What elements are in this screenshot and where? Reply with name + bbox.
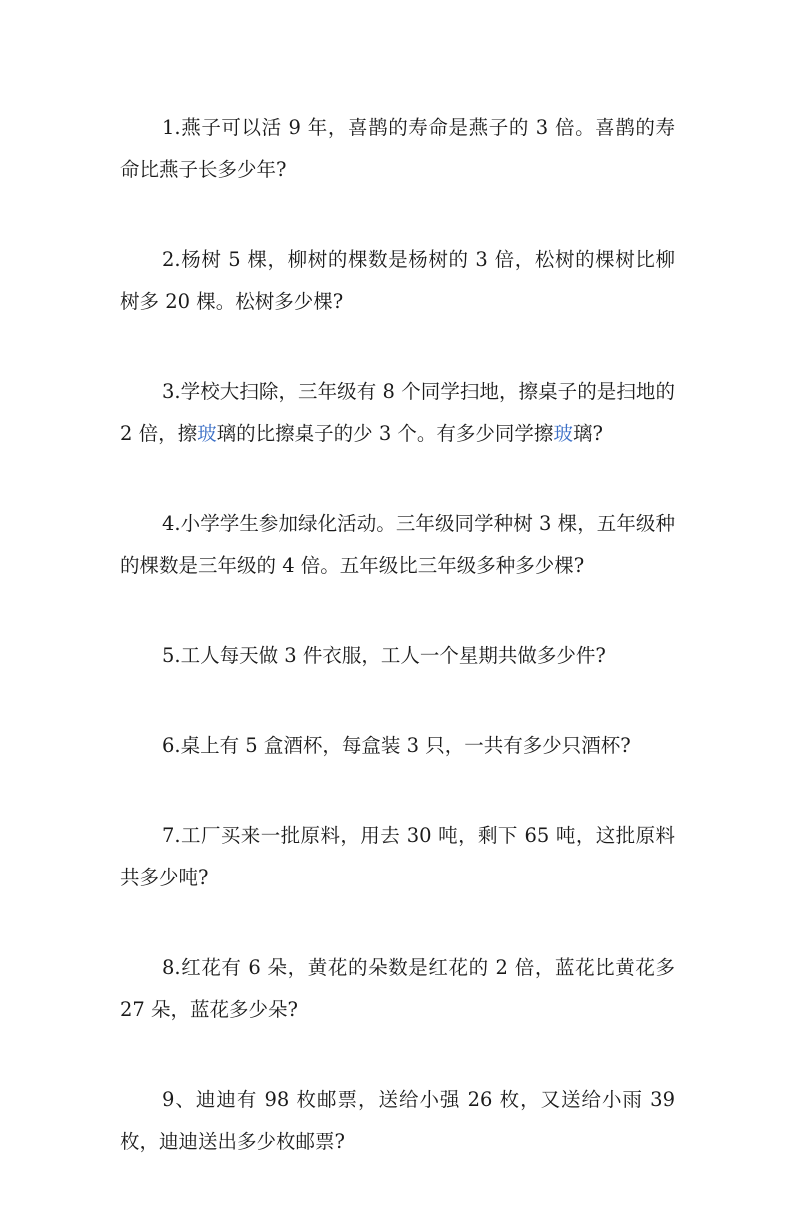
question-6: 6.桌上有 5 盒酒杯，每盒装 3 只，一共有多少只酒杯? (162, 734, 631, 757)
question-1: 1.燕子可以活 9 年，喜鹊的寿命是燕子的 3 倍。喜鹊的寿命比燕子长多少年? (120, 116, 675, 181)
question-4: 4.小学学生参加绿化活动。三年级同学种树 3 棵，五年级种的棵数是三年级的 4 倍。五年级比三年级多种多少棵? (120, 512, 675, 577)
question-8: 8.红花有 6 朵，黄花的朵数是红花的 2 倍，蓝花比黄花多 27 朵，蓝花多少朵? (120, 956, 675, 1021)
question-3 (120, 371, 675, 455)
question-9: 9、迪迪有 98 枚邮票，送给小强 26 枚，又送给小雨 39 枚，迪迪送出多少枚邮票? (120, 1088, 675, 1153)
question-3-text-part-2: 璃的比擦桌子的少 3 个。有多少同学擦 (216, 422, 554, 445)
question-3-text-part-1: 3.学校大扫除，三年级有 8 个同学扫地，擦桌子的是扫地的 2 倍，擦 (120, 380, 675, 445)
question-7: 7.工厂买来一批原料，用去 30 吨，剩下 65 吨，这批原料共多少吨? (120, 824, 675, 889)
question-2: 2.杨树 5 棵，柳树的棵数是杨树的 3 倍，松树的棵树比柳树多 20 棵。松树多少棵? (120, 248, 675, 313)
question-3-link-1[interactable]: 玻 (197, 422, 217, 445)
question-5: 5.工人每天做 3 件衣服，工人一个星期共做多少件? (162, 644, 606, 667)
question-3-text-part-3: 璃? (572, 422, 603, 445)
question-3-link-2[interactable]: 玻 (553, 422, 573, 445)
question-list (120, 107, 675, 1211)
